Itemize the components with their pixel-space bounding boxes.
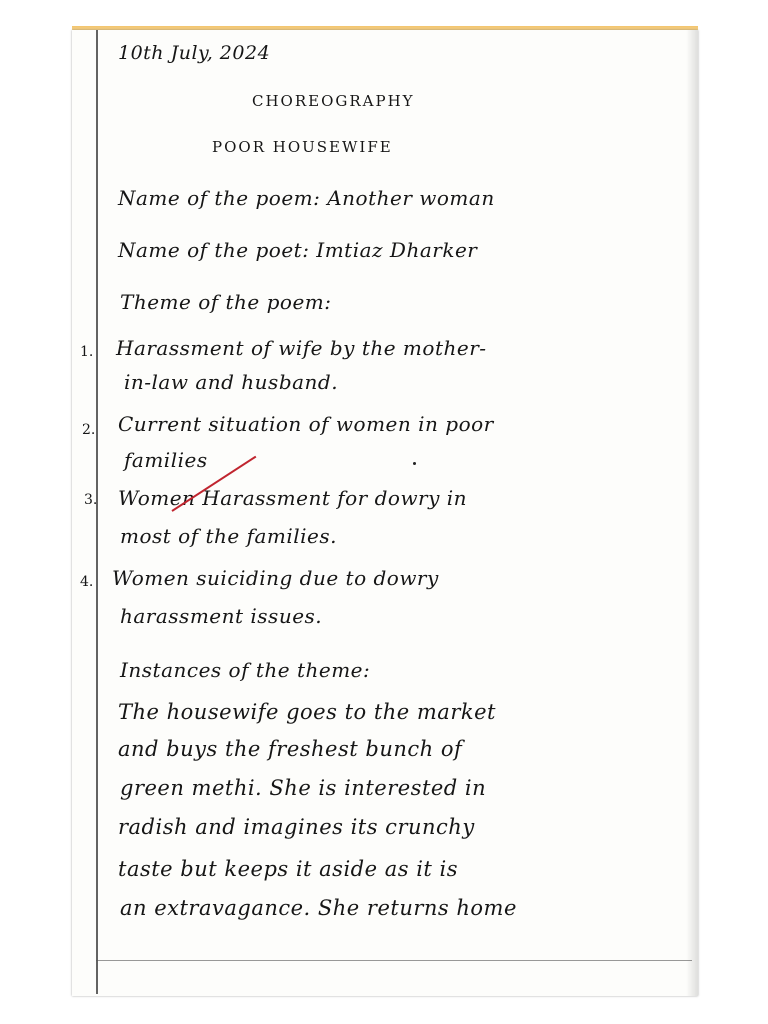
paragraph-line: radish and imagines its crunchy bbox=[118, 815, 475, 839]
poem-name-line: Name of the poem: Another woman bbox=[118, 186, 495, 210]
theme-number: 1. bbox=[80, 344, 94, 360]
theme-number: 2. bbox=[82, 422, 96, 438]
heading: CHOREOGRAPHY bbox=[252, 92, 415, 110]
theme-line: families bbox=[124, 448, 208, 472]
theme-number: 3. bbox=[84, 492, 98, 508]
margin-line bbox=[96, 30, 98, 994]
paragraph-line: green methi. She is interested in bbox=[120, 776, 487, 800]
poet-name-line: Name of the poet: Imtiaz Dharker bbox=[118, 238, 478, 262]
notebook-page bbox=[72, 30, 698, 996]
theme-line: Harassment of wife by the mother- bbox=[116, 336, 487, 360]
date: 10th July, 2024 bbox=[118, 42, 271, 64]
paragraph-line: The housewife goes to the market bbox=[118, 700, 496, 724]
theme-heading: Theme of the poem: bbox=[120, 290, 332, 314]
theme-line: harassment issues. bbox=[120, 604, 323, 628]
theme-line: Current situation of women in poor bbox=[118, 412, 494, 436]
theme-line: most of the families. bbox=[120, 524, 338, 548]
theme-number: 4. bbox=[80, 574, 94, 590]
bottom-rule bbox=[96, 960, 692, 961]
theme-line: in-law and husband. bbox=[124, 370, 339, 394]
theme-line: Women suiciding due to dowry bbox=[112, 566, 439, 590]
paragraph-line: and buys the freshest bunch of bbox=[118, 737, 463, 761]
instances-heading: Instances of the theme: bbox=[120, 658, 371, 682]
ink-dot bbox=[413, 462, 416, 465]
paragraph-line: taste but keeps it aside as it is bbox=[118, 857, 459, 881]
paragraph-line: an extravagance. She returns home bbox=[120, 896, 517, 920]
theme-line: Women Harassment for dowry in bbox=[118, 486, 468, 510]
subheading: POOR HOUSEWIFE bbox=[212, 138, 393, 156]
